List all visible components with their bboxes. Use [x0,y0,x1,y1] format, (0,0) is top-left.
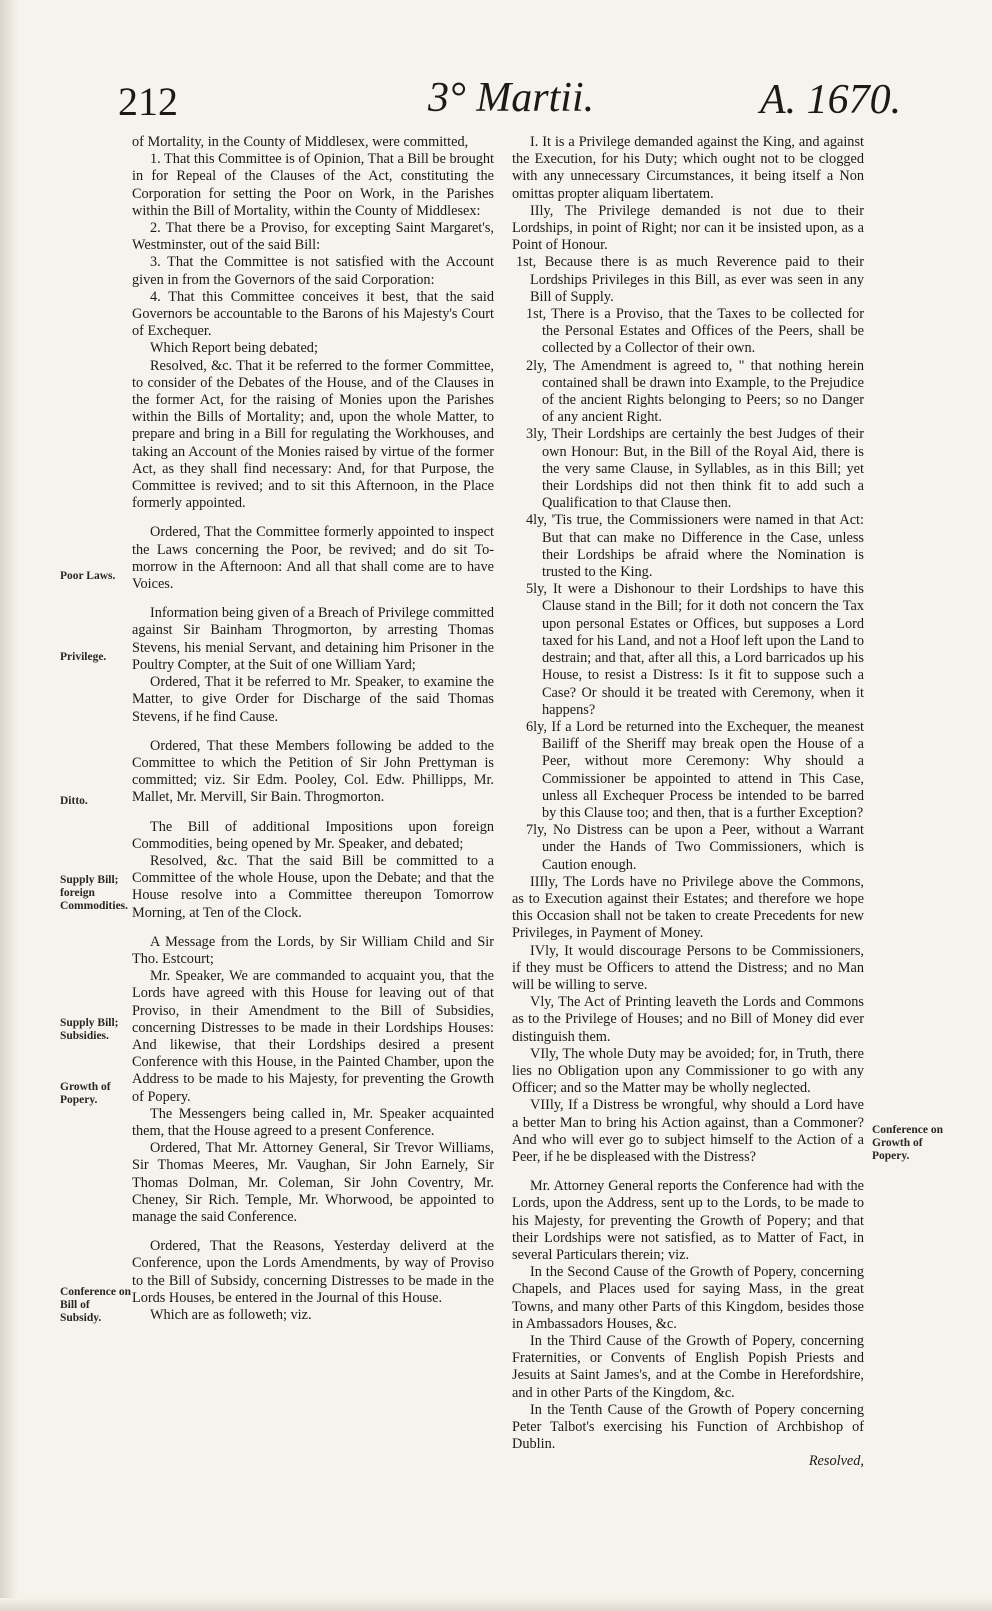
paragraph: The Messengers being called in, Mr. Speaker acquainted them, that the House agreed to a present Conference. [132,1105,494,1139]
paragraph: In the Tenth Cause of the Growth of Popery concerning Peter Talbot's exercising his Function of Archbishop of Dublin. [512,1401,864,1453]
right-column [512,134,864,1471]
paragraph: 1. That this Committee is of Opinion, That a Bill be brought in for Repeal of the Clauses of the Act, constituting the Corporation for setting the Poor on Work, in the Parishes within the Bill of Mortality, within the County of Middlesex: [132,151,494,219]
paragraph: Mr. Speaker, We are commanded to acquaint you, that the Lords have agreed with this House for leaving out of that Proviso, in their Amendment to the Bill of Subsidies, concerning Distresses to be made in their Lordships Houses: And likewise, that their Lordships desired a present Conference with this House, in the Painted Chamber, upon the Address to be made to his Majesty, for preventing the Growth of Popery. [132,968,494,1105]
paragraph: 7ly, No Distress can be upon a Peer, without a Warrant under the Hands of Two Commissioners, which is Caution enough. [526,822,864,873]
catchword: Resolved, [808,1453,864,1470]
header-year: A. 1670. [760,77,902,123]
running-header [0,74,992,132]
paragraph: 4. That this Committee conceives it best, that the said Governors be accountable to the Barons of his Majesty's Court of Exchequer. [132,288,494,340]
paragraph: 3ly, Their Lordships are certainly the best Judges of their own Honour: But, in the Bill of the Royal Aid, there is the very same Clause, in Syllables, as in this Bill; yet their Lordships did not then think fit to add such a Qualification to that Clause then. [526,426,864,512]
paragraph: Ordered, That these Members following be added to the Committee to which the Petition of Sir John Prettyman is committed; viz. Sir Edm. Pooley, Col. Edw. Phillipps, Mr. Mallet, Mr. Mervill, Sir Bain. Throgmorton. [132,737,494,806]
paragraph: VIIly, If a Distress be wrongful, why should a Lord have a better Man to bring his Action against, than a Commoner? And who will ever go to subject himself to the Action of a Peer, if he be displeased with the Distress? [512,1097,864,1165]
paragraph: IVly, It would discourage Persons to be Commissioners, if they must be Officers to attend the Distress; and no Man will be willing to serve. [512,942,864,993]
paragraph: VIly, The whole Duty may be avoided; for, in Truth, there lies no Obligation upon any Commissioner to go with any Officer; and so the Matter may be wholly neglected. [512,1045,864,1097]
margin-note-supply-subsidies: Supply Bill; Subsidies. [60,1017,119,1042]
paragraph: 5ly, It were a Dishonour to their Lordships to have this Clause stand in the Bill; for it doth not concern the Tax upon personal Estates or Offices, but supposes a Lord taxed for his Land, and not a Hoof left upon the Land to destrain; and that, after all this, a Lord barricados up his House, to resist a Distress: Is it fit to suppose such a Case? Or should it be treated with Ceremony, when it happens? [526,581,864,718]
page-bottom-edge [0,1598,992,1611]
paragraph: A Message from the Lords, by Sir William Child and Sir Tho. Estcourt; [132,933,494,967]
paragraph: 1st, There is a Proviso, that the Taxes to be collected for the Personal Estates and Offices of the Peers, shall be collected by a Collector of their own. [526,306,864,357]
margin-note-conference-popery: Conference on Growth of Popery. [872,1124,944,1162]
paragraph: Ordered, That the Reasons, Yesterday deliverd at the Conference, upon the Lords Amendments, by way of Proviso to the Bill of Subsidy, concerning Distresses to be made in the Lords Houses, be entered in the Journal of this House. [132,1238,494,1306]
paragraph: In the Third Cause of the Growth of Popery, concerning Fraternities, or Convents of English Popish Priests and Jesuits at Saint James's, and at the Combe in Herefordshire, and in other Parts of the Kingdom, &c. [512,1333,864,1401]
paragraph: 2. That there be a Proviso, for excepting Saint Margaret's, Westminster, out of the said Bill: [132,220,494,254]
paragraph: In the Second Cause of the Growth of Popery, concerning Chapels, and Places used for saying Mass, in the great Towns, and many other Parts of this Kingdom, besides those in Ambassadors Houses, &c. [512,1264,864,1332]
paragraph: 2ly, The Amendment is agreed to, " that nothing herein contained shall be drawn into Example, to the Prejudice of the ancient Rights belonging to Peers; so no Danger of any ancient Right. [526,357,864,426]
paragraph: Resolved, &c. That it be referred to the former Committee, to consider of the Debates of the House, and of the Clauses in the former Act, for the raising of Monies upon the Parishes within the Bills of Mortality; and, upon the whole Matter, to prepare and bring in a Bill for regulating the Workhouses, and taking an Account of the Monies raised by virtue of the former Act, as they shall find necessary: And, for that Purpose, the Committee is revived; and to sit this Afternoon, in the Place formerly appointed. [132,357,494,512]
paragraph: Ordered, That Mr. Attorney General, Sir Trevor Williams, Sir Thomas Meeres, Mr. Vaughan, Sir John Earnely, Sir Thomas Dolman, Mr. Coleman, Sir John Coventry, Mr. Cheney, Sir Rich. Temple, Mr. Whorwood, be appointed to manage the said Conference. [132,1140,494,1225]
margin-note-ditto: Ditto. [60,795,88,807]
paragraph: Which are as followeth; viz. [150,1307,312,1323]
paragraph: 6ly, If a Lord be returned into the Exchequer, the meanest Bailiff of the Sheriff may break open the House of a Peer, without more Ceremony: Why should a Commissioner be appointed to attend in This Case, unless all Exchequer Process be intended to be barred by this Clause too; and then, that is a further Exception? [526,718,864,821]
page-edge-shadow [0,0,18,1611]
paragraph: I. It is a Privilege demanded against the King, and against the Execution, for his Duty; which ought not to be clogged with any unnecessary Circumstances, it being itself a Non omittas propter aliquam libertatem. [512,134,864,202]
paragraph: of Mortality, in the County of Middlesex, were committed, [132,134,469,150]
paragraph: IIly, The Privilege demanded is not due to their Lordships, in point of Right; nor can it be insisted upon, as a Point of Honour. [512,202,864,254]
margin-note-privilege: Privilege. [60,651,107,663]
paragraph: Resolved, &c. That the said Bill be committed to a Committee of the whole House, upon the Debate; and that the House resolve into a Committee thereupon Tomorrow Morning, at Ten of the Clock. [132,852,494,921]
margin-note-conference-bill: Conference on Bill of Subsidy. [60,1286,132,1324]
paragraph: Ordered, That the Committee formerly appointed to inspect the Laws concerning the Poor, be revived; and do sit To-morrow in the Afternoon: And all that shall come are to have Voices. [132,524,494,593]
margin-note-poor-laws: Poor Laws. [60,570,116,582]
header-date: 3° Martii. [428,75,595,121]
paragraph: 4ly, 'Tis true, the Commissioners were named in that Act: But that can make no Difference in the Case, unless their Lordships be afraid where the Nomination is trusted to the King. [526,512,864,581]
paragraph: Vly, The Act of Printing leaveth the Lords and Commons as to the Privilege of Houses; and no Bill of Money did ever distinguish them. [512,994,864,1045]
paragraph: 1st, Because there is as much Reverence paid to their Lordships Privileges in this Bill, as ever was seen in any Bill of Supply. [516,254,864,305]
left-column [132,134,494,1324]
paragraph: Ordered, That it be referred to Mr. Speaker, to examine the Matter, to give Order for Discharge of the said Thomas Stevens, if he find Cause. [132,674,494,725]
paragraph: 3. That the Committee is not satisfied with the Account given in from the Governors of the said Corporation: [132,254,494,288]
paragraph: Information being given of a Breach of Privilege committed against Sir Bainham Throgmorton, by arresting Thomas Stevens, his menial Servant, and detaining him Prisoner in the Poultry Compter, at the Suit of one William Yard; [132,605,494,673]
margin-note-supply-foreign: Supply Bill; foreign Commodities. [60,874,129,912]
margin-note-growth-popery: Growth of Popery. [60,1081,111,1106]
page-number: 212 [118,79,178,124]
paragraph: Mr. Attorney General reports the Conference had with the Lords, upon the Address, sent up to the Lords, to be made to his Majesty, for preventing the Growth of Popery; and that their Lordships were not satisfied, as to Matter of Fact, in several Particulars therein; viz. [512,1178,864,1263]
paragraph: Which Report being debated; [150,340,318,357]
paragraph: The Bill of additional Impositions upon foreign Commodities, being opened by Mr. Speaker, and debated; [132,818,494,852]
paragraph: IIIly, The Lords have no Privilege above the Commons, as to Execution against their Estates; and therefore we hope this Occasion shall not be taken to create Precedents for new Privileges, in Payment of Money. [512,873,864,942]
